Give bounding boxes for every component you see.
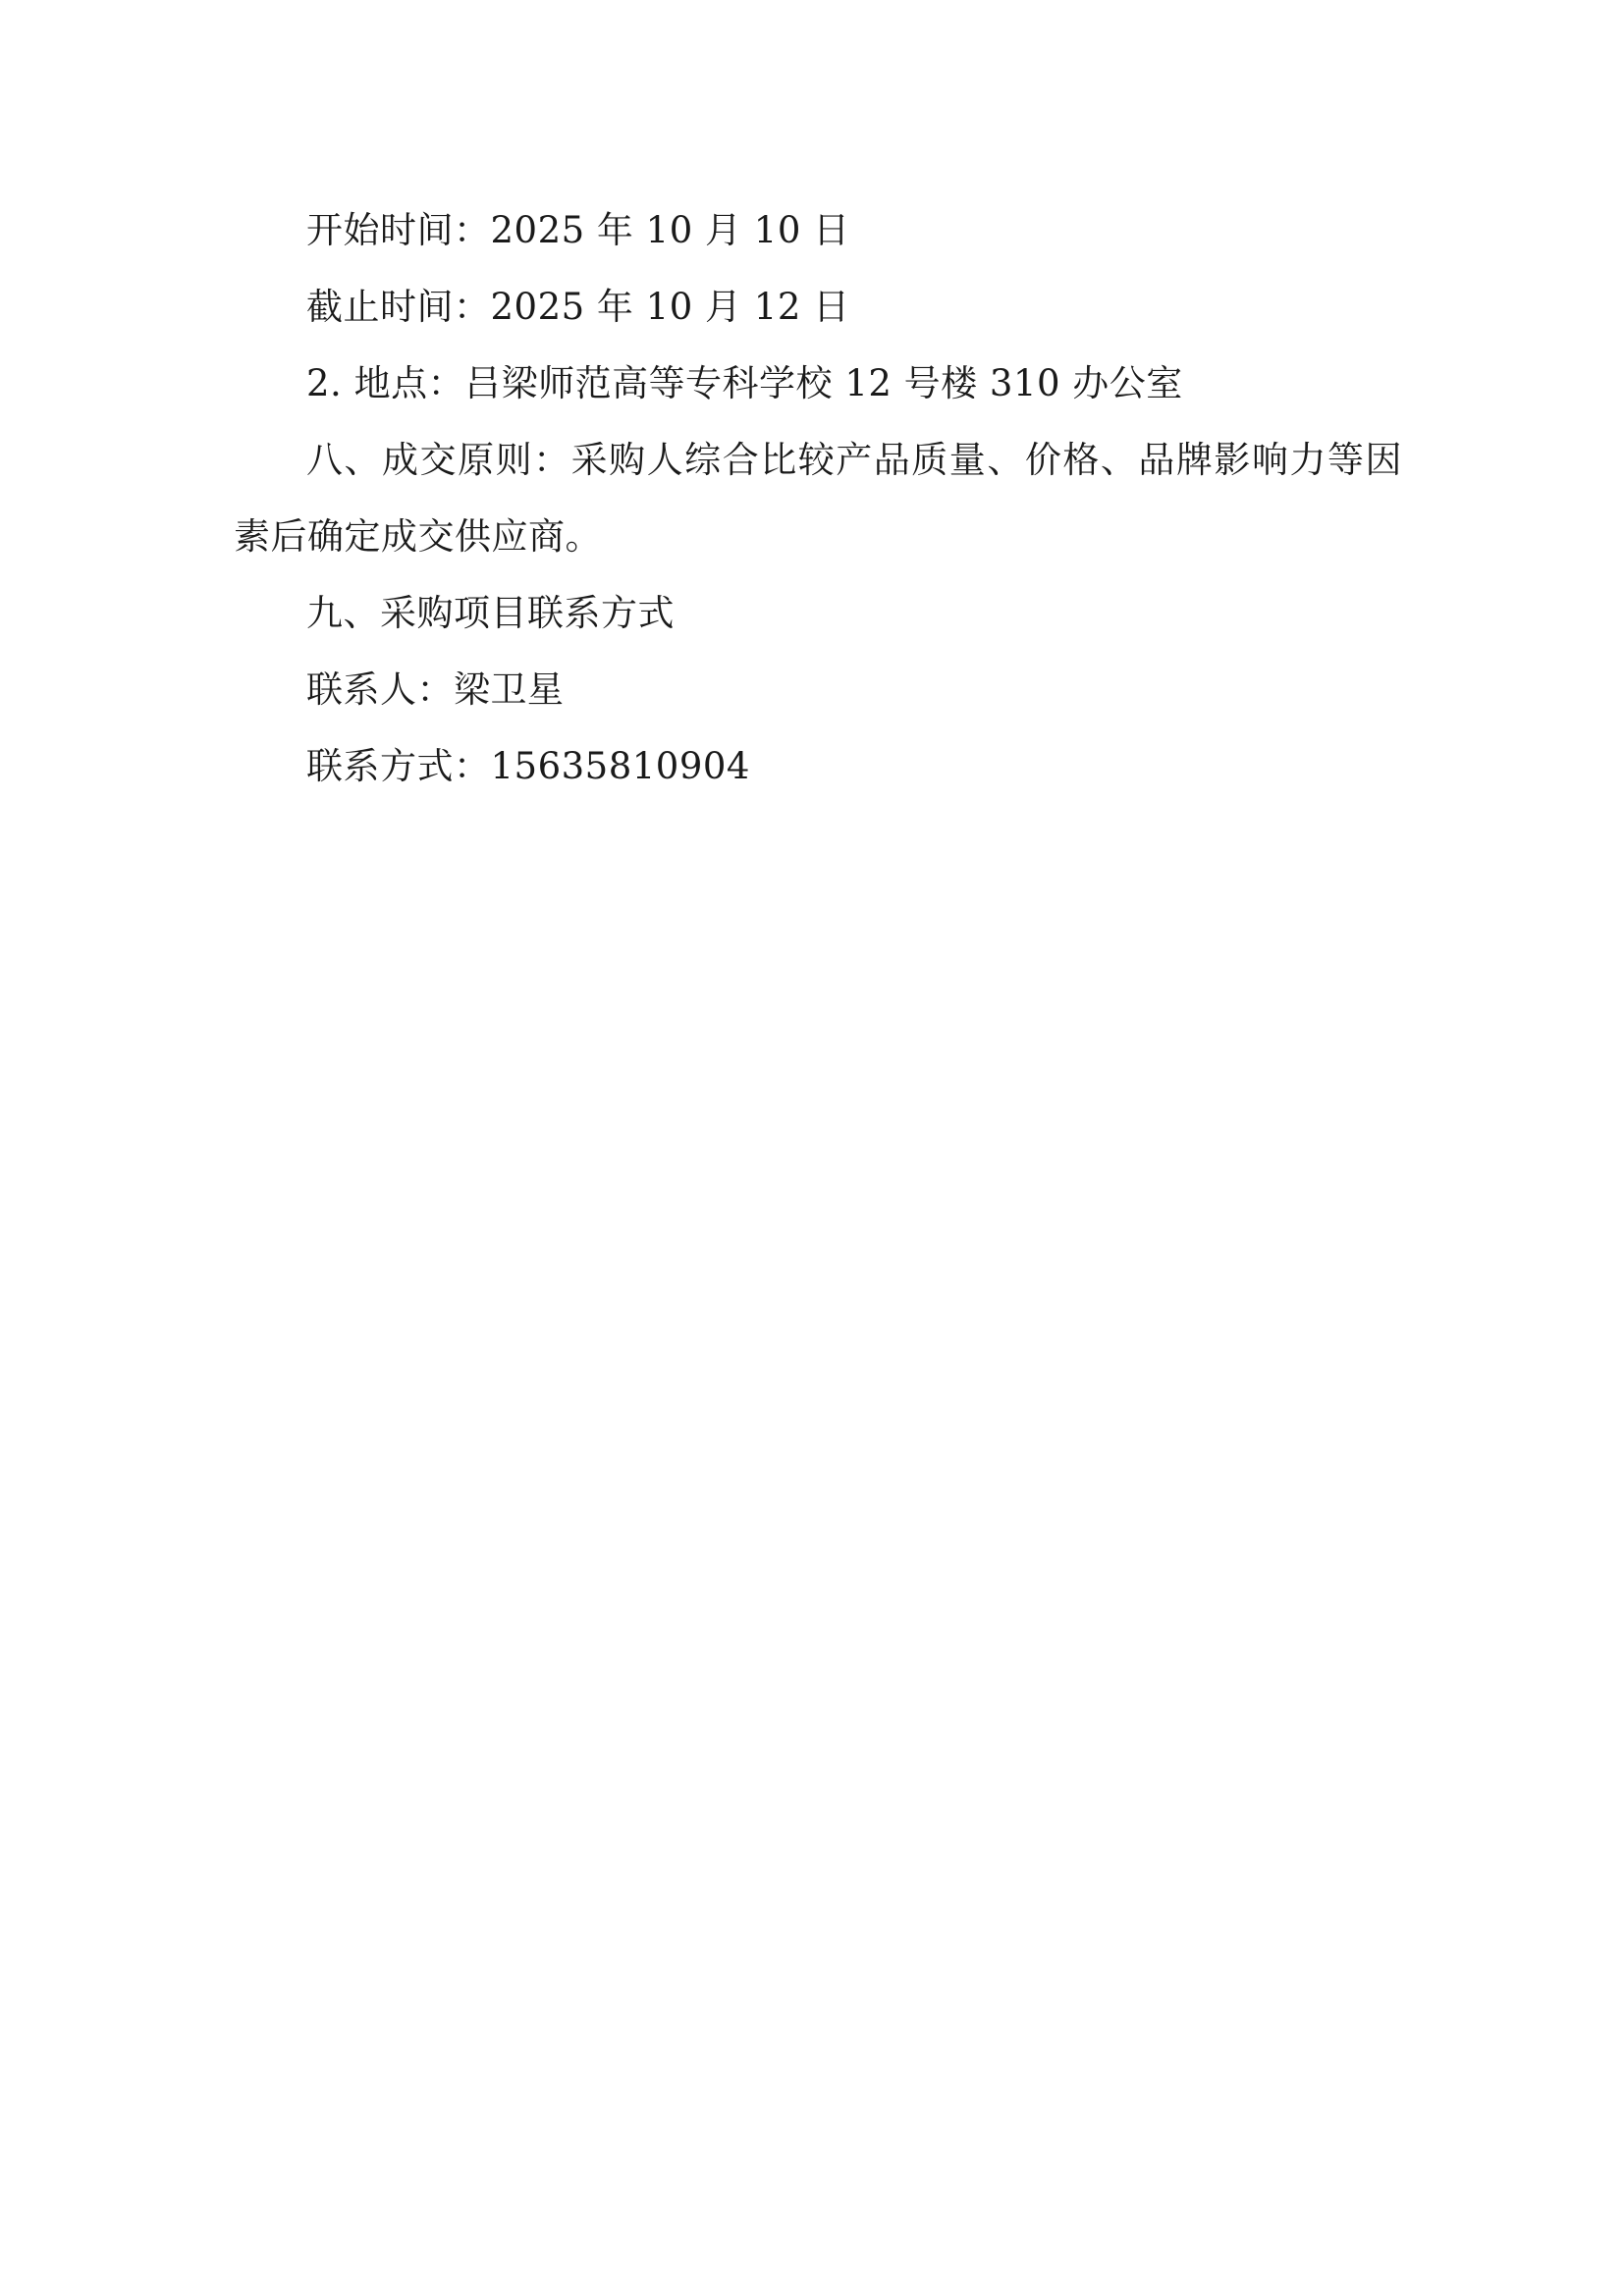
paragraph-contact-phone: 联系方式：15635810904 [306, 745, 750, 787]
paragraph-contact-heading: 九、采购项目联系方式 [306, 592, 675, 634]
paragraph-end-time: 截止时间：2025 年 10 月 12 日 [306, 286, 850, 328]
document-body [234, 192, 1402, 805]
paragraph-award-principle: 八、成交原则：采购人综合比较产品质量、价格、品牌影响力等因素后确定成交供应商。 [234, 439, 1402, 558]
paragraph-location: 2. 地点：吕梁师范高等专科学校 12 号楼 310 办公室 [306, 362, 1183, 404]
paragraph-start-time: 开始时间：2025 年 10 月 10 日 [306, 209, 850, 251]
paragraph-contact-person: 联系人：梁卫星 [306, 668, 565, 711]
